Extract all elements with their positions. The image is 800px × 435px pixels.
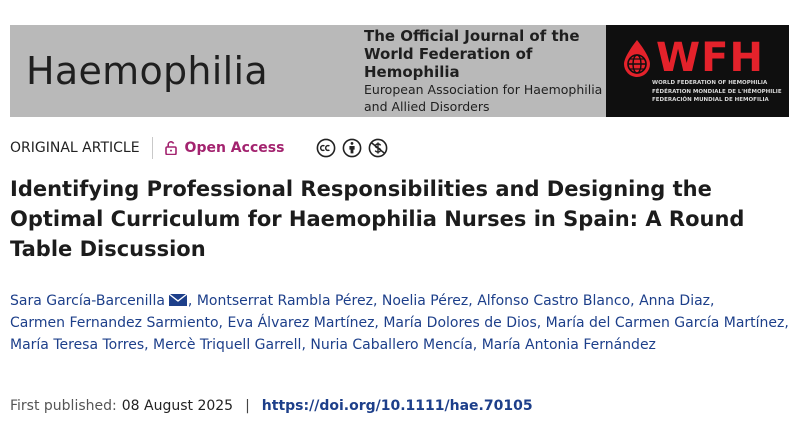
author-link[interactable]: Carmen Fernandez Sarmiento [10,315,219,331]
logo-sub-3: FEDERACIÓN MUNDIAL DE HEMOFILIA [652,97,769,104]
license-icons[interactable] [316,138,388,158]
article-type: ORIGINAL ARTICLE [10,140,140,156]
tagline-line-2: World Federation of Hemophilia [364,45,533,81]
divider [152,137,153,159]
attribution-icon[interactable] [342,138,362,158]
author-link[interactable]: Eva Álvarez Martínez [227,315,375,331]
publication-info [10,398,533,414]
article-meta-row [10,136,388,160]
author-link[interactable]: María del Carmen García Martínez [545,315,785,331]
logo-sub-1: WORLD FEDERATION OF HEMOPHILIA [652,80,768,87]
creative-commons-icon[interactable] [316,138,336,158]
author-link[interactable]: Nuria Caballero Mencía [310,337,473,353]
journal-name: Haemophilia [26,49,268,93]
author-link[interactable]: María Teresa Torres [10,337,145,353]
first-published-label: First published: [10,398,117,414]
author-link[interactable]: Montserrat Rambla Pérez [196,293,373,309]
tagline-line-4: and Allied Disorders [364,99,490,114]
logo-sub-2: FÉDÉRATION MONDIALE DE L'HÉMOPHILIE [652,88,782,95]
globe-drop-icon [620,38,654,78]
unlocked-padlock-icon [165,141,177,155]
author-link[interactable]: María Dolores de Dios [383,315,537,331]
author-link[interactable]: Sara García-Barcenilla [10,293,188,309]
article-title: Identifying Professional Responsibilities and Designing the Optimal Curriculum for Haemophilia Nurses in Spain: A Round Table Discussion [10,177,745,261]
author-link[interactable]: Mercè Triquell Garrell [153,337,302,353]
author-link[interactable]: Anna Diaz [639,293,711,309]
wfh-logo[interactable] [606,25,789,117]
doi-link[interactable]: https://doi.org/10.1111/hae.70105 [261,398,533,414]
author-link[interactable]: Noelia Pérez [381,293,469,309]
tagline-line-1: The Official Journal of the [364,27,580,45]
open-access-label: Open Access [184,140,285,156]
author-link[interactable]: Alfonso Castro Blanco [477,293,631,309]
journal-tagline [356,25,606,117]
tagline-line-3: European Association for Haemophilia [364,82,603,97]
pipe-divider: | [245,398,250,414]
journal-banner[interactable] [10,25,789,117]
author-list: Sara García-Barcenilla , Montserrat Rambla Pérez, Noelia Pérez, Alfonso Castro Blanco, Anna Diaz, Carmen Fernandez Sarmiento, Eva Álvarez Martínez, María Dolores de Dios, María del Carmen García Martínez, María Teresa Torres, Mercè Triquell Garrell, Nuria Caballero Mencía, María Antonia Fernández [10,293,789,353]
author-link[interactable]: María Antonia Fernández [481,337,656,353]
non-commercial-icon[interactable] [368,138,388,158]
first-published-date: 08 August 2025 [121,398,234,414]
open-access-badge[interactable] [165,140,285,156]
email-icon[interactable] [168,293,188,307]
logo-wfh-text: WFH [656,35,764,82]
